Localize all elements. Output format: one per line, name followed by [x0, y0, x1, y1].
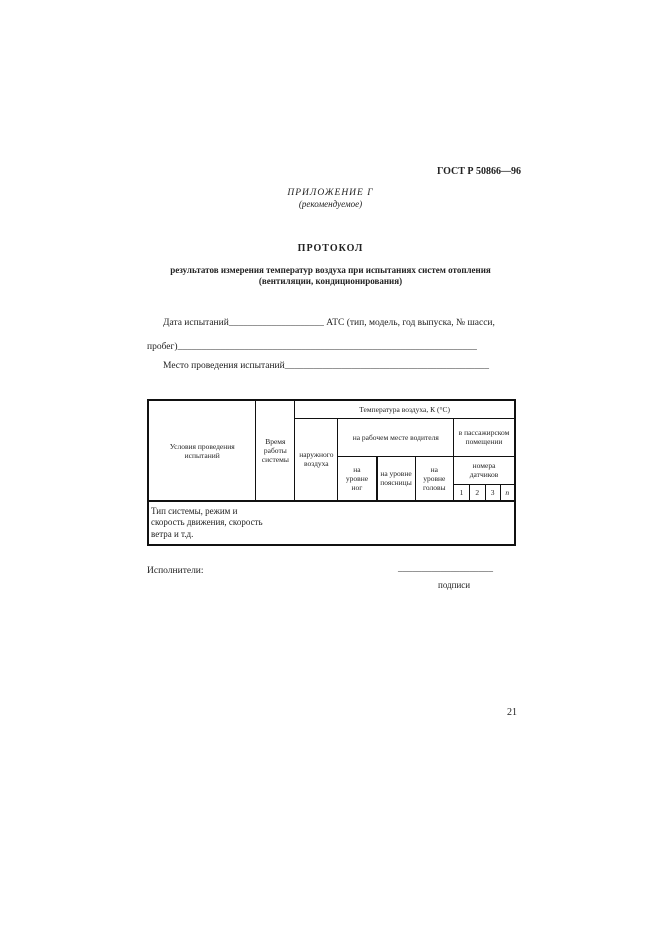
header-temperature: Температура воздуха, К (°С) [295, 400, 515, 418]
executors-label: Исполнители: [147, 566, 204, 576]
protocol-subtitle-1: результатов измерения температур воздуха при испытаниях систем отопления [170, 265, 491, 275]
system-type-text: Тип системы, режим и скорость движения, скорость ветра и т.д. [151, 506, 263, 539]
measurement-table [147, 399, 516, 546]
header-conditions: Условия проведения испытаний [148, 400, 256, 501]
signature-line: ____________________ [398, 564, 493, 574]
header-feet-level: на уровне ног [338, 456, 377, 501]
sensor-n: n [500, 484, 515, 501]
header-waist-level: на уровне поясницы [377, 456, 416, 501]
appendix-note: (рекомендуемое) [298, 199, 363, 209]
body-row [148, 501, 515, 545]
header-sensor-numbers: номера датчиков [454, 456, 515, 484]
header-driver-place: на рабочем месте водителя [338, 418, 454, 456]
test-date-field: Дата испытаний____________________ АТС (тип, модель, год выпуска, № шасси, [163, 318, 495, 328]
sensor-2: 2 [469, 484, 485, 501]
page-number: 21 [507, 707, 517, 718]
header-time: Время работы системы [256, 400, 295, 501]
sensor-3: 3 [485, 484, 500, 501]
header-head-level: на уровне головы [415, 456, 454, 501]
protocol-title: ПРОТОКОЛ [297, 243, 364, 254]
header-passenger-area: в пассажирском помещении [454, 418, 515, 456]
appendix-title: ПРИЛОЖЕНИЕ Г [287, 188, 374, 198]
standard-number: ГОСТ Р 50866—96 [437, 166, 522, 177]
signatures-label: подписи [438, 580, 471, 590]
test-location-field: Место проведения испытаний___________________________________________ [163, 361, 489, 371]
header-outside-air: наружного воздуха [295, 418, 338, 501]
protocol-subtitle-2: (вентиляции, кондиционирования) [258, 276, 403, 286]
mileage-field: пробег)_______________________________________________________________ [147, 342, 477, 352]
sensor-1: 1 [454, 484, 470, 501]
